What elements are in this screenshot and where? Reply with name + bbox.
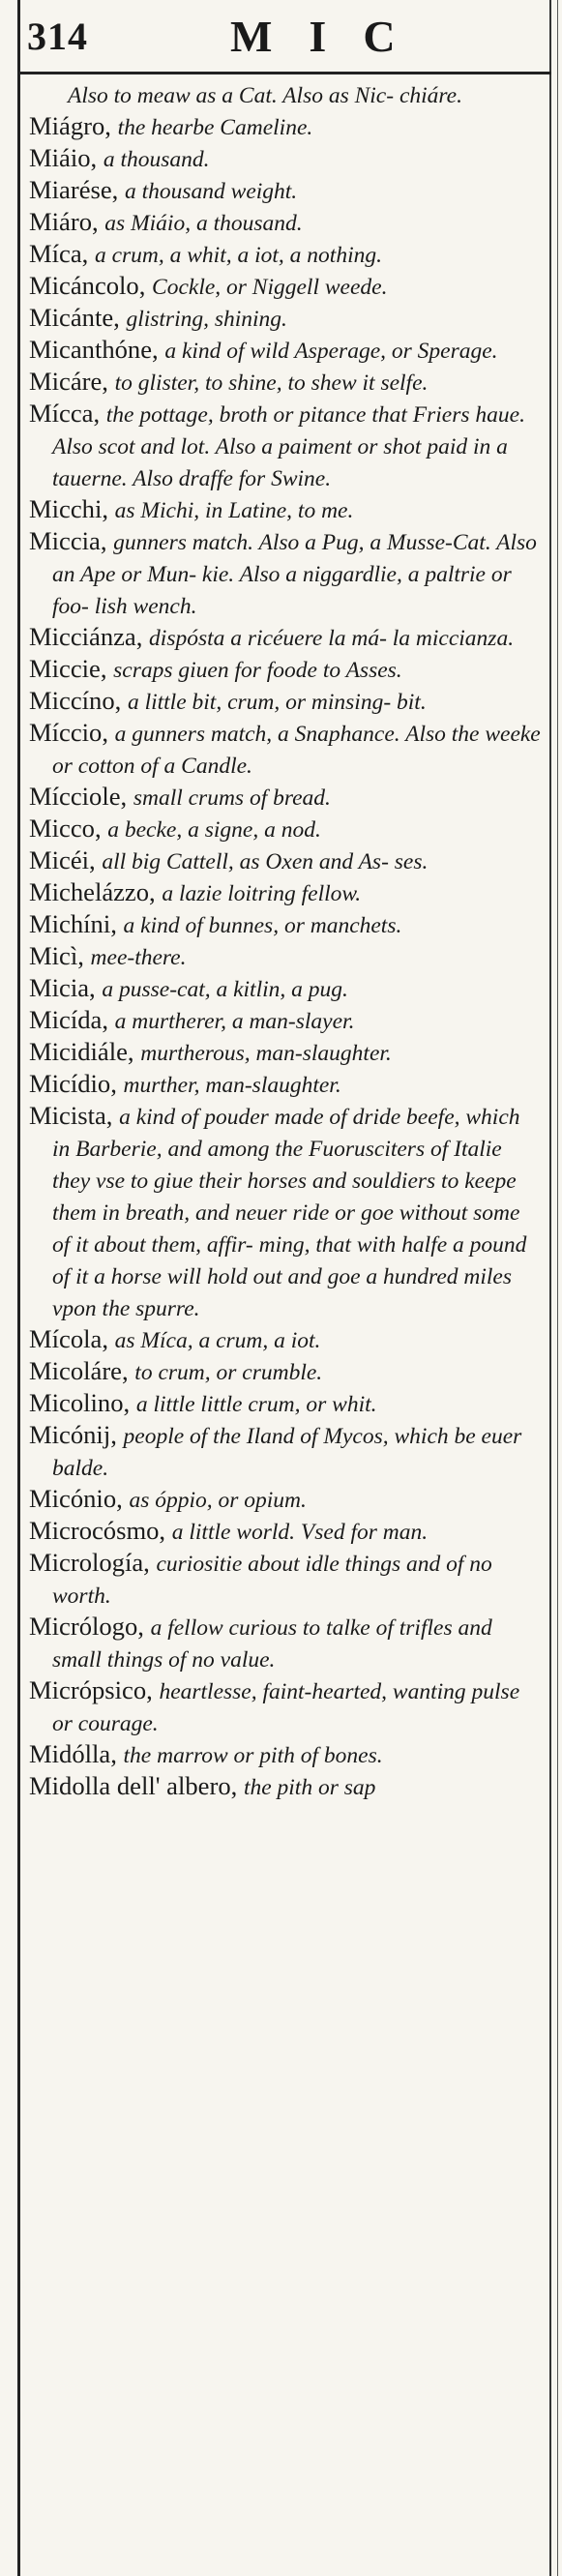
entry-headword: Micónio, <box>29 1484 123 1513</box>
entry-gloss: the hearbe Cameline. <box>117 115 313 140</box>
entry-headword: Miáio, <box>29 143 98 172</box>
entry-gloss: a kind of bunnes, or manchets. <box>123 913 402 938</box>
entry-headword: Micanthóne, <box>29 335 159 364</box>
dictionary-entry <box>29 877 542 909</box>
dictionary-entry <box>29 207 542 239</box>
dictionary-entry <box>29 494 542 526</box>
dictionary-entry <box>29 239 542 271</box>
entry-gloss: people of the Iland of Mycos, which be euer balde. <box>52 1424 522 1481</box>
entry-headword: Miccíno, <box>29 686 122 715</box>
entry-gloss: a little little crum, or whit. <box>135 1392 377 1417</box>
entry-headword: Micídio, <box>29 1069 117 1098</box>
dictionary-entry <box>29 814 542 845</box>
dictionary-entry <box>29 1005 542 1037</box>
entry-headword: Midolla dell' albero, <box>29 1771 238 1800</box>
dictionary-entry <box>29 111 542 143</box>
dictionary-entry <box>29 1356 542 1388</box>
entry-gloss: all big Cattell, as Oxen and As- ses. <box>102 849 429 874</box>
entry-gloss: murther, man-slaughter. <box>123 1073 341 1098</box>
running-head: MIC <box>230 11 432 61</box>
dictionary-entry <box>29 335 542 367</box>
dictionary-entry <box>29 1388 542 1420</box>
entry-headword: Micéi, <box>29 845 96 874</box>
entry-gloss: curiositie about idle things and of no worth. <box>52 1552 492 1609</box>
entry-headword: Miágro, <box>29 111 111 140</box>
dictionary-entry <box>29 909 542 941</box>
entry-gloss: as Miáio, a thousand. <box>104 211 303 236</box>
entry-headword: Micì, <box>29 941 84 970</box>
right-border-rule <box>549 0 551 2576</box>
entry-gloss: a pusse-cat, a kitlin, a pug. <box>102 977 348 1002</box>
dictionary-entry <box>29 686 542 718</box>
entry-gloss: a becke, a signe, a nod. <box>107 817 321 843</box>
dictionary-entry <box>29 1739 542 1771</box>
entry-headword: Micista, <box>29 1101 113 1130</box>
entry-gloss: a lazie loitring fellow. <box>162 881 362 906</box>
entry-gloss: a little bit, crum, or minsing- bit. <box>127 690 427 715</box>
entry-headword: Míccio, <box>29 718 108 747</box>
dictionary-entry <box>29 526 542 622</box>
entry-gloss: a thousand. <box>103 147 210 172</box>
dictionary-entry <box>29 1548 542 1612</box>
entry-gloss: the pottage, broth or pitance that Friers haue. Also scot and lot. Also a paiment or shot paid in a tauerne. Also draffe for Swine. <box>52 402 525 491</box>
entry-gloss: as óppio, or opium. <box>129 1488 307 1513</box>
entry-headword: Miarése, <box>29 175 119 204</box>
dictionary-entry <box>29 79 542 111</box>
dictionary-entry <box>29 143 542 175</box>
entry-headword: Micia, <box>29 973 96 1002</box>
dictionary-entry <box>29 782 542 814</box>
entry-headword: Micrópsico, <box>29 1675 153 1704</box>
entry-gloss: gunners match. Also a Pug, a Musse-Cat. Also an Ape or Mun- kie. Also a niggardlie, a paltrie or foo- lish wench. <box>52 530 537 619</box>
dictionary-entry <box>29 1484 542 1516</box>
dictionary-entry <box>29 1324 542 1356</box>
dictionary-entry <box>29 718 542 782</box>
entry-headword: Micónij, <box>29 1420 117 1449</box>
dictionary-entry <box>29 1037 542 1069</box>
entry-gloss: to crum, or crumble. <box>134 1360 323 1385</box>
dictionary-entry <box>29 1420 542 1484</box>
dictionary-entry <box>29 271 542 303</box>
dictionary-entry <box>29 1675 542 1739</box>
entry-headword: Micánte, <box>29 303 120 332</box>
entry-headword: Mícciole, <box>29 782 128 811</box>
entry-gloss: small crums of bread. <box>133 785 331 811</box>
entry-headword: Micolino, <box>29 1388 131 1417</box>
page-number: 314 <box>27 14 88 58</box>
entry-headword: Miáro, <box>29 207 99 236</box>
dictionary-entries <box>29 79 542 1803</box>
dictionary-entry <box>29 303 542 335</box>
entry-gloss: heartlesse, faint-hearted, wanting pulse or courage. <box>52 1679 520 1736</box>
entry-headword: Micciánza, <box>29 622 143 651</box>
entry-headword: Míca, <box>29 239 89 268</box>
entry-headword: Microcósmo, <box>29 1516 166 1545</box>
entry-headword: Micrólogo, <box>29 1612 144 1641</box>
entry-headword: Micída, <box>29 1005 108 1034</box>
dictionary-entry <box>29 845 542 877</box>
entry-gloss: as Michi, in Latine, to me. <box>114 498 354 523</box>
dictionary-entry <box>29 1101 542 1324</box>
dictionary-entry <box>29 654 542 686</box>
entry-headword: Micco, <box>29 814 102 843</box>
entry-gloss: to glister, to shine, to shew it selfe. <box>114 370 429 396</box>
entry-gloss: as Míca, a crum, a iot. <box>114 1328 321 1353</box>
dictionary-entry <box>29 399 542 494</box>
entry-headword: Michíni, <box>29 909 117 938</box>
page-header <box>27 0 549 72</box>
entry-headword: Micoláre, <box>29 1356 129 1385</box>
entry-headword: Micrología, <box>29 1548 150 1577</box>
entry-gloss: a fellow curious to talke of trifles and small things of no value. <box>52 1615 492 1673</box>
entry-gloss: a little world. Vsed for man. <box>171 1520 429 1545</box>
dictionary-entry <box>29 1612 542 1675</box>
entry-headword: Michelázzo, <box>29 877 156 906</box>
entry-gloss: the marrow or pith of bones. <box>123 1743 383 1768</box>
entry-headword: Miccia, <box>29 526 107 555</box>
entry-gloss: a thousand weight. <box>124 179 298 204</box>
entry-gloss: a murtherer, a man-slayer. <box>114 1009 355 1034</box>
left-border-rule <box>17 0 20 2576</box>
dictionary-entry <box>29 622 542 654</box>
dictionary-entry <box>29 1516 542 1548</box>
dictionary-entry <box>29 941 542 973</box>
entry-gloss: murtherous, man-slaughter. <box>140 1041 392 1066</box>
right-border-rule-outer <box>557 0 558 2576</box>
entry-headword: Micáre, <box>29 367 108 396</box>
entry-headword: Micáncolo, <box>29 271 146 300</box>
entry-headword: Midólla, <box>29 1739 117 1768</box>
entry-headword: Mícola, <box>29 1324 108 1353</box>
entry-gloss: the pith or sap <box>243 1775 376 1800</box>
entry-gloss: Also to meaw as a Cat. Also as Nic- chiáre. <box>68 83 462 108</box>
dictionary-entry <box>29 175 542 207</box>
entry-headword: Micchi, <box>29 494 108 523</box>
dictionary-entry <box>29 1069 542 1101</box>
entry-gloss: scraps giuen for foode to Asses. <box>113 658 402 683</box>
entry-gloss: a crum, a whit, a iot, a nothing. <box>94 243 382 268</box>
dictionary-entry <box>29 367 542 399</box>
entry-gloss: a kind of pouder made of dride beefe, which in Barberie, and among the Fuorusciters of Italie they vse to giue their horses and souldiers to keepe them in breath, and neuer ride or goe without some of it about them, affir- ming, that with halfe a pound of it a horse will hold out and goe a hundred miles vpon the spurre. <box>52 1105 527 1321</box>
entry-gloss: mee-there. <box>90 945 187 970</box>
entry-gloss: glistring, shining. <box>126 307 287 332</box>
dictionary-entry <box>29 1771 542 1803</box>
entry-headword: Miccie, <box>29 654 107 683</box>
entry-headword: Mícca, <box>29 399 101 428</box>
entry-headword: Micidiále, <box>29 1037 134 1066</box>
dictionary-entry <box>29 973 542 1005</box>
entry-gloss: Cockle, or Niggell weede. <box>152 275 388 300</box>
entry-gloss: a kind of wild Asperage, or Sperage. <box>164 339 498 364</box>
entry-gloss: a gunners match, a Snaphance. Also the weeke or cotton of a Candle. <box>52 722 541 779</box>
header-rule <box>17 72 551 74</box>
entry-gloss: dispósta a ricéuere la má- la miccianza. <box>149 626 515 651</box>
